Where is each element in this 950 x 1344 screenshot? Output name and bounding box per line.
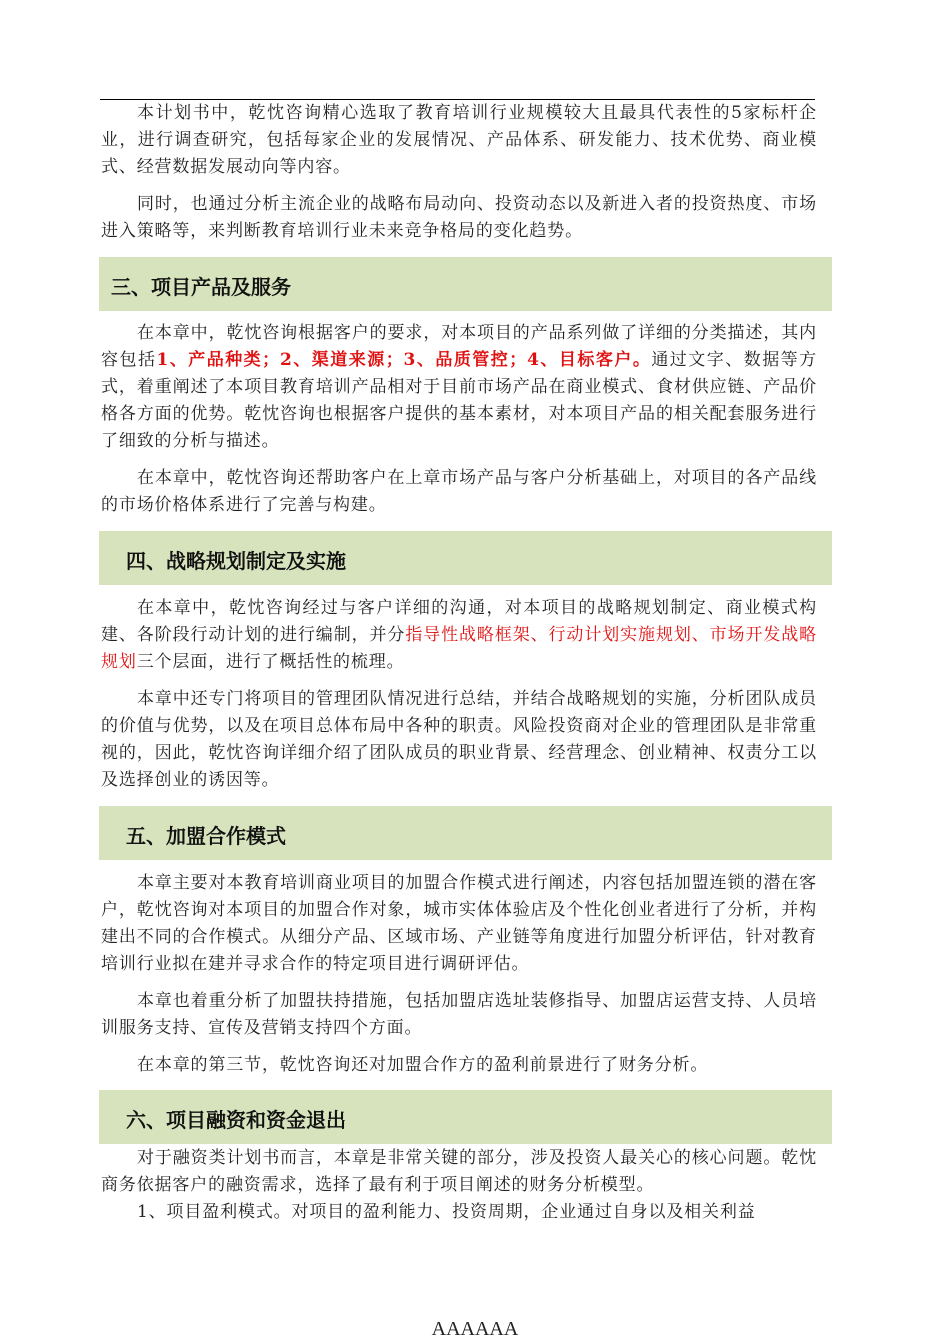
section-heading-6 bbox=[99, 1090, 832, 1144]
text: 在本章中，乾忱咨询根据客户的要求，对本项目的产品系列做了详细的分类描述，其内容包括 bbox=[101, 323, 817, 370]
paragraph: 本章主要对本教育培训商业项目的加盟合作模式进行阐述，内容包括加盟连锁的潜在客户，乾忱咨询对本项目的加盟合作对象，城市实体体验店及个性化创业者进行了分析，并构建出不同的合作模式。从细分产品、区域市场、产业链等角度进行加盟分析评估，针对教育培训行业拟在建并寻求合作的特定项目进行调研评估。 bbox=[101, 873, 817, 974]
text: 通过文字、数据等方式，着重阐述了本项目教育培训产品相对于目前市场产品在商业模式、食材供应链、产品价格各方面的优势。乾忱咨询也根据客户提供的基本素材，对本项目产品的相关配套服务进行了细致的分析与描述。 bbox=[101, 350, 817, 451]
text: 三个层面，进行了概括性的梳理。 bbox=[136, 652, 405, 672]
section-heading-3 bbox=[99, 257, 832, 311]
paragraph: 1、项目盈利模式。对项目的盈利能力、投资周期，企业通过自身以及相关利益 bbox=[137, 1202, 756, 1222]
highlight-text: 指导性战略框架、行动计划实施规划、市场开发战略规划 bbox=[101, 625, 817, 672]
intro-section bbox=[101, 100, 817, 245]
highlight-text: 1、产品种类；2、渠道来源；3、品质管控；4、目标客户。 bbox=[156, 350, 652, 370]
page-footer: AAAAAA bbox=[431, 1318, 519, 1340]
text: 在本章中，乾忱咨询经过与客户详细的沟通，对本项目的战略规划制定、商业模式构建、各阶段行动计划的进行编制，并分 bbox=[101, 598, 817, 645]
section-3-body bbox=[101, 320, 817, 519]
paragraph bbox=[101, 595, 817, 676]
section-6-body bbox=[101, 1145, 817, 1226]
paragraph bbox=[101, 320, 817, 455]
section-heading-4 bbox=[99, 531, 832, 585]
paragraph: 本计划书中，乾忱咨询精心选取了教育培训行业规模较大且最具代表性的5家标杆企业，进行调查研究，包括每家企业的发展情况、产品体系、研发能力、技术优势、商业模式、经营数据发展动向等内容。 bbox=[101, 103, 817, 177]
section-5-body bbox=[101, 870, 817, 1079]
paragraph: 对于融资类计划书而言，本章是非常关键的部分，涉及投资人最关心的核心问题。乾忱商务依据客户的融资需求，选择了最有利于项目阐述的财务分析模型。 bbox=[101, 1148, 817, 1195]
section-title: 六、项目融资和资金退出 bbox=[126, 1108, 346, 1132]
section-4-body bbox=[101, 595, 817, 794]
section-title: 三、项目产品及服务 bbox=[111, 275, 291, 299]
paragraph: 同时，也通过分析主流企业的战略布局动向、投资动态以及新进入者的投资热度、市场进入策略等，来判断教育培训行业未来竞争格局的变化趋势。 bbox=[101, 194, 817, 241]
paragraph: 本章中还专门将项目的管理团队情况进行总结，并结合战略规划的实施，分析团队成员的价值与优势，以及在项目总体布局中各种的职责。风险投资商对企业的管理团队是非常重视的，因此，乾忱咨询详细介绍了团队成员的职业背景、经营理念、创业精神、权责分工以及选择创业的诱因等。 bbox=[101, 689, 817, 790]
section-title: 五、加盟合作模式 bbox=[126, 824, 286, 848]
paragraph: 在本章的第三节，乾忱咨询还对加盟合作方的盈利前景进行了财务分析。 bbox=[137, 1055, 709, 1075]
paragraph: 在本章中，乾忱咨询还帮助客户在上章市场产品与客户分析基础上，对项目的各产品线的市场价格体系进行了完善与构建。 bbox=[101, 468, 817, 515]
section-title: 四、战略规划制定及实施 bbox=[126, 549, 346, 573]
section-heading-5 bbox=[99, 806, 832, 860]
paragraph: 本章也着重分析了加盟扶持措施，包括加盟店选址装修指导、加盟店运营支持、人员培训服务支持、宣传及营销支持四个方面。 bbox=[101, 991, 817, 1038]
